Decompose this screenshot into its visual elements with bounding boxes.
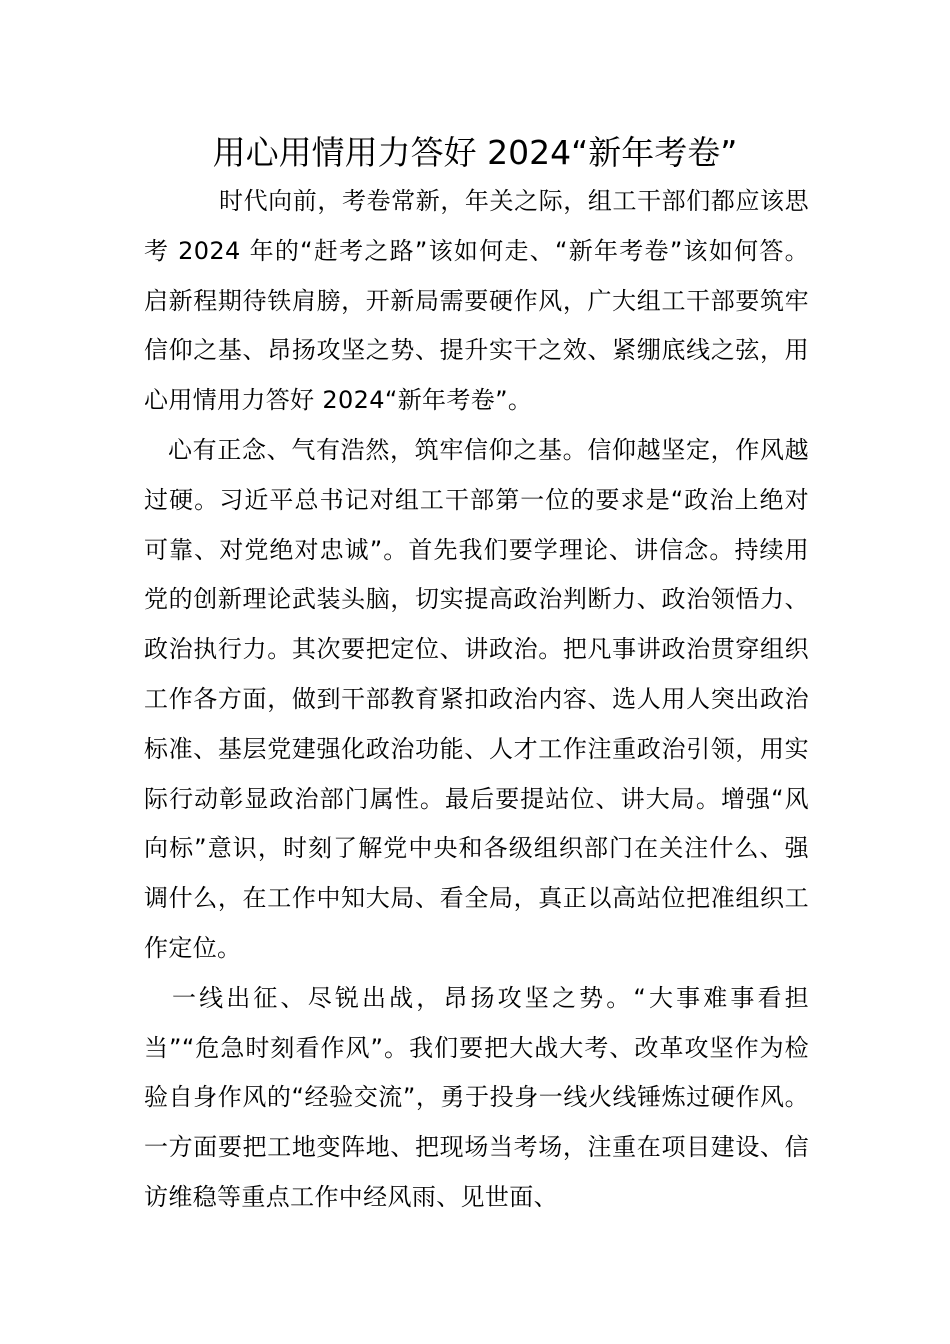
document-body [144,177,809,1223]
document-title: 用心用情用力答好 2024“新年考卷” [212,133,738,172]
paragraph-intro: 时代向前，考卷常新，年关之际，组工干部们都应该思考 2024 年的“赶考之路”该如何走、“新年考卷”该如何答。启新程期待铁肩膀，开新局需要硬作风，广大组工干部要筑牢信仰之基、昂扬攻坚之势、提升实干之效、紧绷底线之弦，用心用情用力答好 2024“新年考卷”。 [144,187,809,415]
paragraph-frontline: 一线出征、尽锐出战，昂扬攻坚之势。“大事难事看担当”“危急时刻看作风”。我们要把大战大考、改革攻坚作为检验自身作风的“经验交流”，勇于投身一线火线锤炼过硬作风。一方面要把工地变阵地、把现场当考场，注重在项目建设、信访维稳等重点工作中经风雨、见世面、 [144,983,809,1211]
paragraph-belief: 心有正念、气有浩然，筑牢信仰之基。信仰越坚定，作风越过硬。习近平总书记对组工干部第一位的要求是“政治上绝对可靠、对党绝对忠诚”。首先我们要学理论、讲信念。持续用党的创新理论武装头脑，切实提高政治判断力、政治领悟力、政治执行力。其次要把定位、讲政治。把凡事讲政治贯穿组织工作各方面，做到干部教育紧扣政治内容、选人用人突出政治标准、基层党建强化政治功能、人才工作注重政治引领，用实际行动彰显政治部门属性。最后要提站位、讲大局。增强“风向标”意识，时刻了解党中央和各级组织部门在关注什么、强调什么，在工作中知大局、看全局，真正以高站位把准组织工作定位。 [144,435,809,962]
